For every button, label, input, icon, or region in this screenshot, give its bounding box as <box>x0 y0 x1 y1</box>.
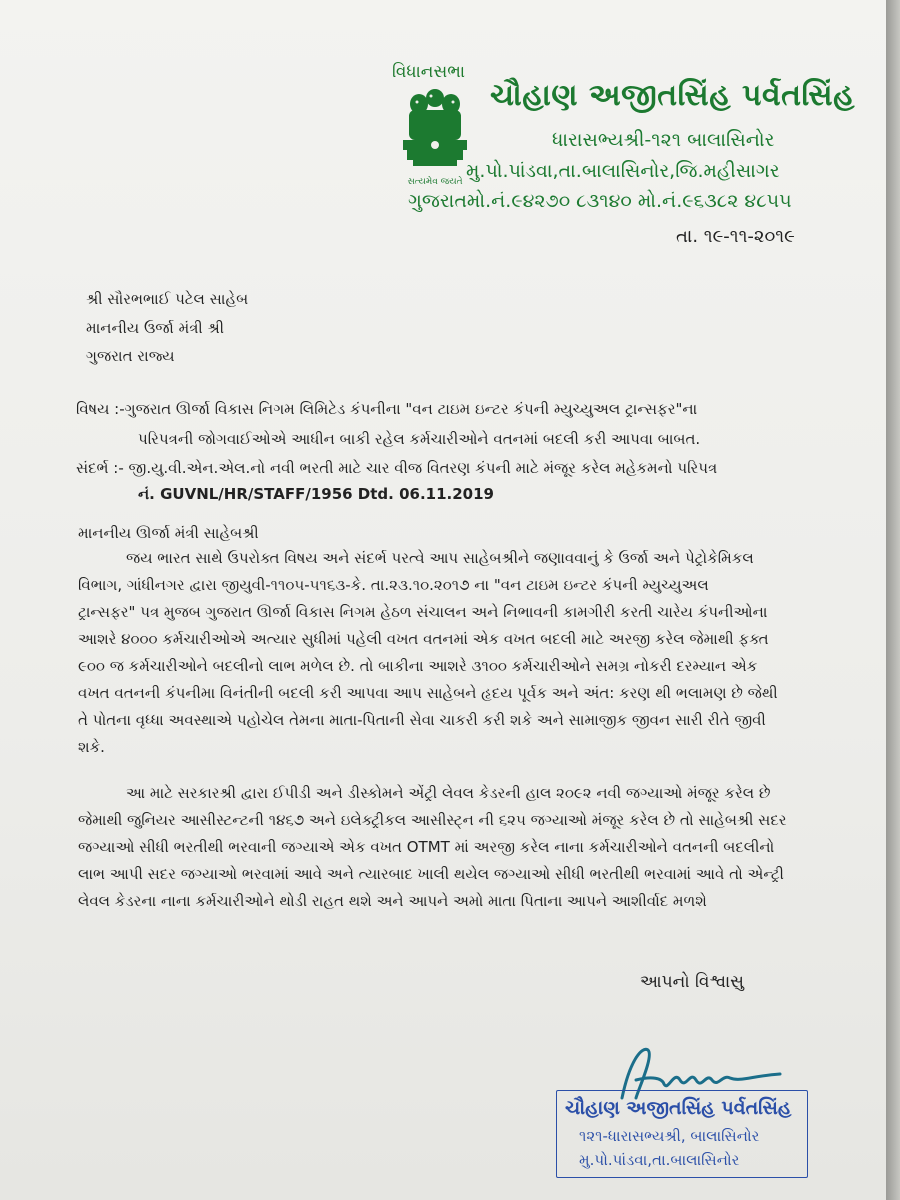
paragraph-line: આ માટે સરકારશ્રી દ્વારા ઈપીડી અને ડીસ્કોમને એંટ્રી લેવલ કેડરની હાલ ૨૦૯૨ નવી જગ્યાઓ મંજૂર કરેલ છે <box>126 784 771 802</box>
addressee-line: માનનીય ઉર્જા મંત્રી શ્રી <box>86 319 224 337</box>
paragraph-line: વખત વતનની કંપનીમા વિનંતીની બદલી કરી આપવા આપ સાહેબને હૃદય પૂર્વક અને અંત: કરણ થી ભલામણ છે જેથી <box>78 684 778 702</box>
stamp-name: ચૌહાણ અજીતસિંહ પર્વતસિંહ <box>565 1097 792 1119</box>
closing: આપનો વિશ્વાસુ <box>640 972 744 992</box>
letterhead-name: ચૌહાણ અજીતસિંહ પર્વતસિંહ <box>490 78 855 113</box>
page-edge <box>886 0 900 1200</box>
reference-line: સંદર્ભ :- જી.યુ.વી.એન.એલ.નો નવી ભરતી માટે ચાર વીજ વિતરણ કંપની માટે મંજૂર કરેલ મહેકમનો પરિપત્ર <box>76 459 718 477</box>
letterhead-org: વિધાનસભા <box>392 62 465 82</box>
subject-line: વિષય :-ગુજરાત ઊર્જા વિકાસ નિગમ લિમિટેડ કંપનીના "વન ટાઇમ ઇન્ટર કંપની મ્યુચ્યુઅલ ટ્રાન્સફર"ના <box>76 400 698 418</box>
salutation: માનનીય ઊર્જા મંત્રી સાહેબશ્રી <box>78 524 259 542</box>
emblem-motto: સત્યમેવ જયતે <box>407 177 463 187</box>
letter-date: તા. ૧૯-૧૧-૨૦૧૯ <box>676 226 795 247</box>
letterhead-address: મુ.પો.પાંડવા,તા.બાલાસિનોર,જિ.મહીસાગર <box>466 160 780 182</box>
paragraph-line: ટ્રાન્સફર" પત્ર મુજબ ગુજરાત ઊર્જા વિકાસ નિગમ હેઠળ સંચાલન અને નિભાવની કામગીરી કરતી ચારેય કંપનીઓના <box>78 603 768 621</box>
paragraph-line: જય ભારત સાથે ઉપરોક્ત વિષય અને સંદર્ભ પરત્વે આપ સાહેબશ્રીને જણાવવાનું કે ઉર્જા અને પેટ્રોકેમિકલ <box>126 549 754 567</box>
paragraph-line: શકે. <box>78 738 105 756</box>
reference-number: નં. GUVNL/HR/STAFF/1956 Dtd. 06.11.2019 <box>138 485 494 503</box>
addressee-line: શ્રી સૌરભભાઈ પટેલ સાહેબ <box>86 290 249 308</box>
national-emblem-icon <box>395 84 475 192</box>
paragraph-line: લાભ આપી સદર જગ્યાઓ ભરવામાં આવે અને ત્યારબાદ ખાલી થયેલ જગ્યાઓ સીધી ભરતીથી ભરવામાં આવે તો એન્ટ્રી <box>78 865 784 883</box>
paragraph-line: વિભાગ, ગાંધીનગર દ્વારા જીયુવી-૧૧૦૫-૫૧૬૩-કે. તા.૨૩.૧૦.૨૦૧૭ ના "વન ટાઇમ ઇન્ટર કંપની મ્યુચ્યુઅલ <box>78 576 709 594</box>
stamp-designation: ૧૨૧-ધારાસભ્યશ્રી, બાલાસિનોર <box>579 1127 760 1145</box>
paragraph-line: ૯૦૦ જ કર્મચારીઓને બદલીનો લાભ મળેલ છે. તો બાકીના આશરે ૩૧૦૦ કર્મચારીઓને સમગ્ર નોકરી દરમ્યાન એક <box>78 657 758 675</box>
paragraph-line: જેમાથી જુનિયર આસીસ્ટન્ટની ૧૪૬૭ અને ઇલેક્ટ્રીકલ આસીસ્ટ્ન ની ૬૨૫ જગ્યાઓ મંજૂર કરેલ છે તો સાહેબશ્રી સદર <box>78 811 787 829</box>
official-stamp <box>556 1090 808 1178</box>
paragraph-line: આશરે ૪૦૦૦ કર્મચારીઓએ અત્યાર સુધીમાં પહેલી વખત વતનમાં એક વખત બદલી માટે અરજી કરેલ જેમાથી ફક્ત <box>78 630 769 648</box>
paragraph-line: તે પોતના વૃધ્ધા અવસ્થાએ પહોચેલ તેમના માતા-પિતાની સેવા ચાકરી કરી શકે અને સામાજીક જીવન સારી રીતે જીવી <box>78 711 766 729</box>
paragraph-line: લેવલ કેડરના નાના કર્મચારીઓને થોડી રાહત થશે અને આપને અમો માતા પિતાના આપને આશીર્વાદ મળશે <box>78 892 707 910</box>
addressee-line: ગુજરાત રાજ્ય <box>86 347 175 365</box>
paragraph-line: જગ્યાઓ સીધી ભરતીથી ભરવાની જગ્યાએ એક વખત OTMT માં અરજી કરેલ નાના કર્મચારીઓને વતનની બદલીનો <box>78 838 775 856</box>
letterhead-designation: ધારાસભ્યશ્રી-૧૨૧ બાલાસિનોર <box>552 129 775 151</box>
letterhead-phones: ગુજરાતમો.નં.૯૪૨૭૦ ૮૩૧૪૦ મો.નં.૯૬૩૮૨ ૪૮૫૫ <box>408 190 792 212</box>
subject-line: પરિપત્રની જોગવાઈઓએ આધીન બાકી રહેલ કર્મચારીઓને વતનમાં બદલી કરી આપવા બાબત. <box>138 430 701 448</box>
stamp-address: મુ.પો.પાંડવા,તા.બાલાસિનોર <box>579 1151 740 1169</box>
